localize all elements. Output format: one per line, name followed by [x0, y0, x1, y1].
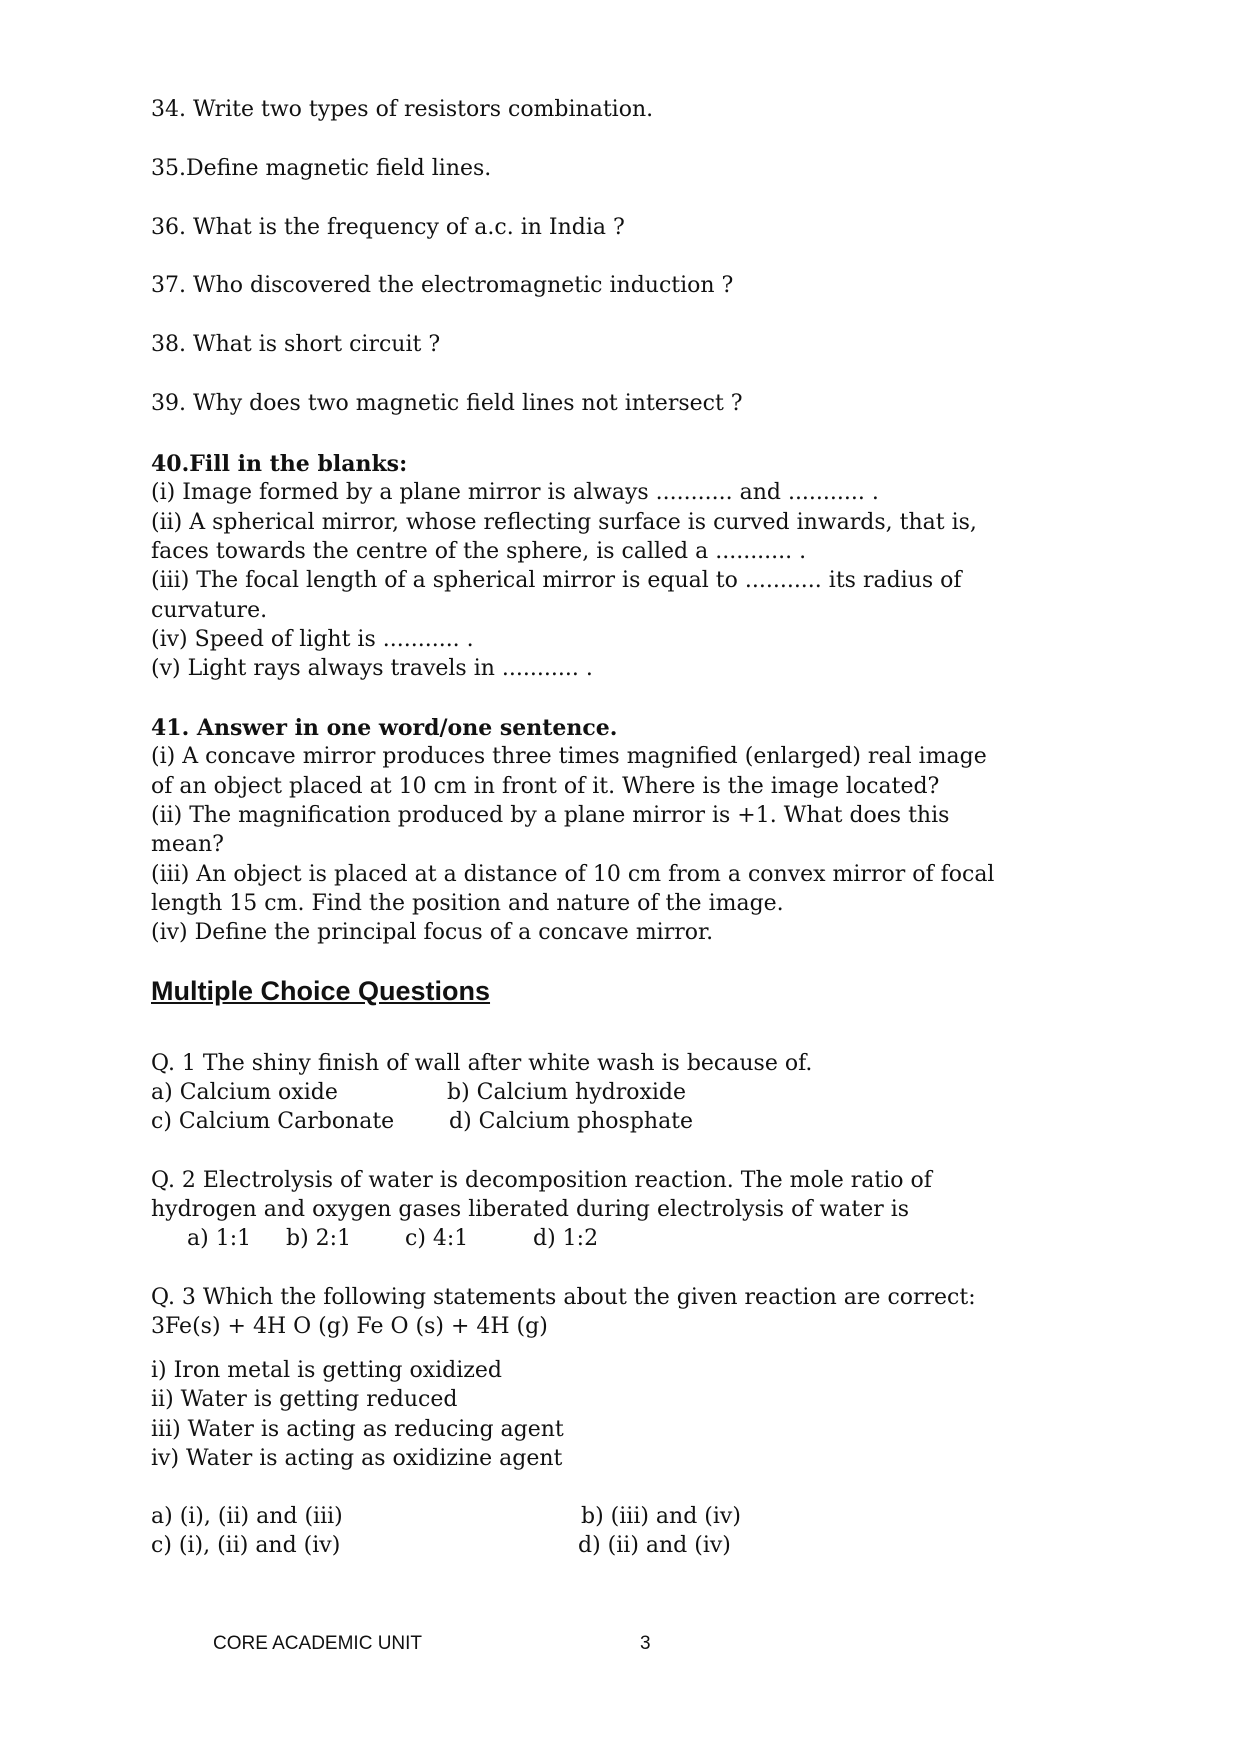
footer-page-number: 3	[640, 1633, 651, 1654]
mcq-q2-question: Q. 2 Electrolysis of water is decomposition reaction. The mole ratio of	[151, 1168, 932, 1193]
q40-line: (v) Light rays always travels in ........... .	[151, 656, 593, 681]
q40-line: (iv) Speed of light is ........... .	[151, 627, 474, 652]
mcq-q3-option-d: d) (ii) and (iv)	[578, 1533, 731, 1558]
question-37: 37. Who discovered the electromagnetic induction ?	[151, 273, 734, 298]
mcq-q2-option-c: c) 4:1	[405, 1226, 469, 1251]
mcq-q3-statement: i) Iron metal is getting oxidized	[151, 1358, 502, 1383]
q40-line: (ii) A spherical mirror, whose reflecting surface is curved inwards, that is,	[151, 510, 977, 535]
mcq-q3-option-b: b) (iii) and (iv)	[581, 1504, 741, 1529]
mcq-q1-question: Q. 1 The shiny finish of wall after white wash is because of.	[151, 1051, 813, 1076]
mcq-q3-reaction: 3Fe(s) + 4H O (g) Fe O (s) + 4H (g)	[151, 1314, 548, 1339]
question-34: 34. Write two types of resistors combination.	[151, 97, 654, 122]
mcq-q1-option-d: d) Calcium phosphate	[449, 1109, 694, 1134]
question-36: 36. What is the frequency of a.c. in India ?	[151, 215, 625, 240]
footer-unit-name: CORE ACADEMIC UNIT	[213, 1633, 423, 1654]
mcq-q3-option-c: c) (i), (ii) and (iv)	[151, 1533, 341, 1558]
question-41-heading: 41. Answer in one word/one sentence.	[151, 715, 618, 741]
mcq-q2-option-a: a) 1:1	[187, 1226, 252, 1251]
mcq-section-heading: Multiple Choice Questions	[151, 976, 491, 1006]
mcq-q1-option-a: a) Calcium oxide	[151, 1080, 338, 1105]
q40-line: faces towards the centre of the sphere, is called a ........... .	[151, 539, 807, 564]
q40-line: curvature.	[151, 598, 268, 623]
q41-line: (iii) An object is placed at a distance of 10 cm from a convex mirror of focal	[151, 862, 995, 887]
q41-line: length 15 cm. Find the position and nature of the image.	[151, 891, 784, 916]
q40-line: (iii) The focal length of a spherical mirror is equal to ........... its radius of	[151, 568, 962, 593]
q41-line: mean?	[151, 832, 224, 857]
q40-line: (i) Image formed by a plane mirror is always ........... and ........... .	[151, 480, 879, 505]
q41-line: (i) A concave mirror produces three times magnified (enlarged) real image	[151, 744, 987, 769]
mcq-q1-option-c: c) Calcium Carbonate	[151, 1109, 395, 1134]
question-40-heading: 40.Fill in the blanks:	[151, 451, 408, 477]
mcq-q1-option-b: b) Calcium hydroxide	[447, 1080, 687, 1105]
question-39: 39. Why does two magnetic field lines not intersect ?	[151, 391, 743, 416]
question-38: 38. What is short circuit ?	[151, 332, 441, 357]
question-35: 35.Define magnetic field lines.	[151, 156, 492, 181]
mcq-q3-option-a: a) (i), (ii) and (iii)	[151, 1504, 343, 1529]
mcq-q2-option-d: d) 1:2	[533, 1226, 599, 1251]
mcq-q3-statement: iii) Water is acting as reducing agent	[151, 1417, 564, 1442]
mcq-q2-question: hydrogen and oxygen gases liberated during electrolysis of water is	[151, 1197, 910, 1222]
mcq-q3-statement: iv) Water is acting as oxidizine agent	[151, 1446, 563, 1471]
mcq-q2-option-b: b) 2:1	[286, 1226, 352, 1251]
mcq-q3-statement: ii) Water is getting reduced	[151, 1387, 458, 1412]
q41-line: (ii) The magnification produced by a plane mirror is +1. What does this	[151, 803, 950, 828]
q41-line: of an object placed at 10 cm in front of it. Where is the image located?	[151, 774, 940, 799]
q41-line: (iv) Define the principal focus of a concave mirror.	[151, 920, 714, 945]
mcq-q3-question: Q. 3 Which the following statements about the given reaction are correct:	[151, 1285, 976, 1310]
